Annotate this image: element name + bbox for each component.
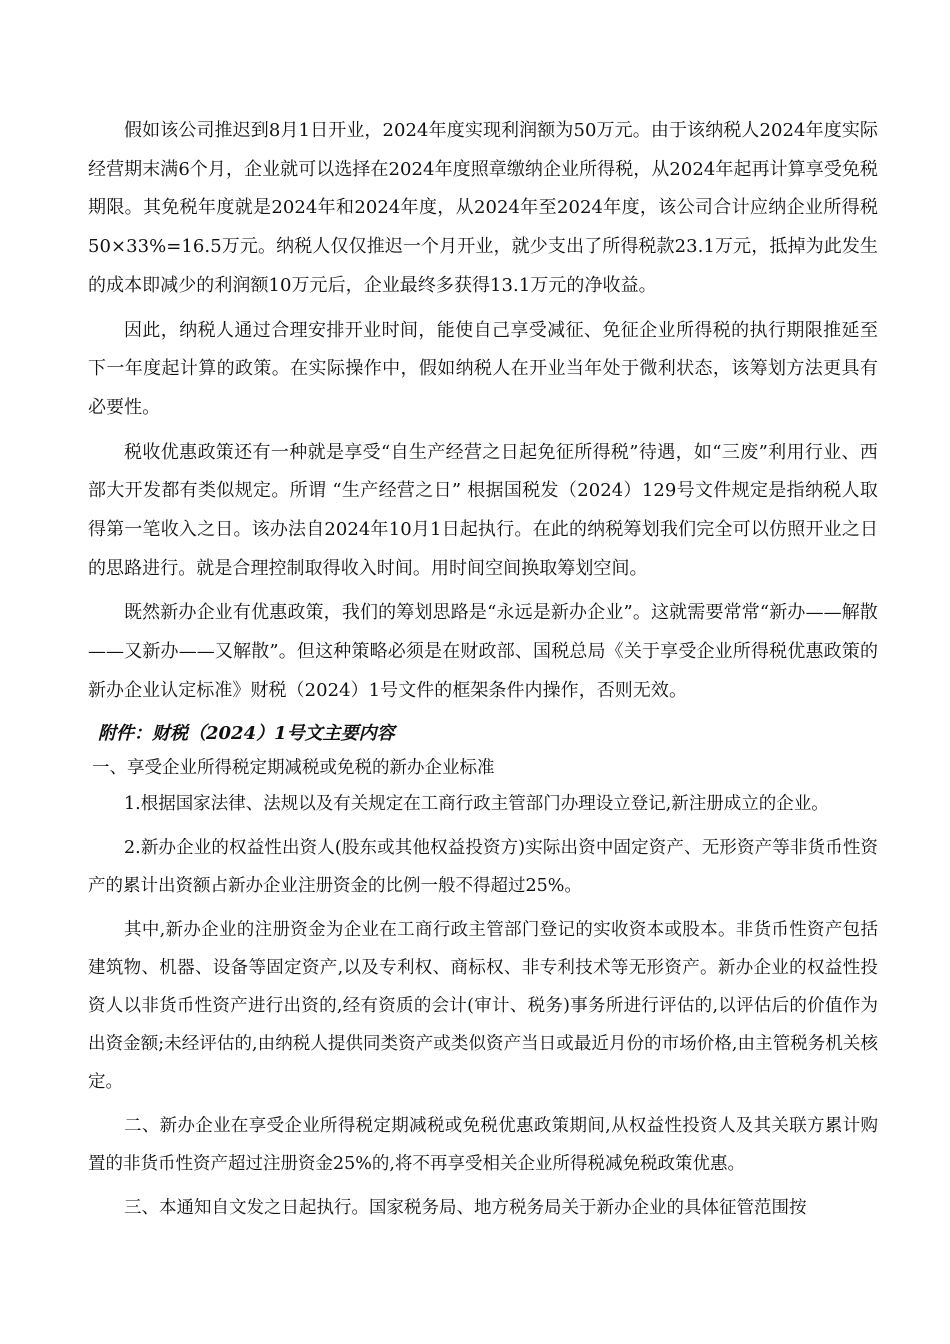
- paragraph-delayed-opening: 假如该公司推迟到8月1日开业，2024年度实现利润额为50万元。由于该纳税人2024年度实际经营期末满6个月，企业就可以选择在2024年度照章缴纳企业所得税，从2024年起再计算享受免税期限。其免税年度就是2024年和2024年度，从2024年至2024年度，该公司合计应纳企业所得税 50×33%=16.5万元。纳税人仅仅推迟一个月开业，就少支出了所得税款23.1万元，抵掉为此发生的成本即减少的利润额10万元后，企业最终多获得13.1万元的净收益。: [88, 120, 878, 296]
- list-item-registration: 1.根据国家法律、法规以及有关规定在工商行政主管部门办理设立登记,新注册成立的企业。: [124, 793, 829, 814]
- paragraph-opening-time: 因此，纳税人通过合理安排开业时间，能使自己享受减征、免征企业所得税的执行期限推延至下一年度起计算的政策。在实际操作中，假如纳税人在开业当年处于微利状态，该筹划方法更具有必要性。: [88, 319, 878, 418]
- section-two-paragraph: 二、新办企业在享受企业所得税定期减税或免税优惠政策期间,从权益性投资人及其关联方累计购置的非货币性资产超过注册资金25%的,将不再享受相关企业所得税减免税政策优惠。: [88, 1115, 878, 1174]
- paragraph-capital-definition: 其中,新办企业的注册资金为企业在工商行政主管部门登记的实收资本或股本。非货币性资产包括建筑物、机器、设备等固定资产,以及专利权、商标权、非专利技术等无形资产。新办企业的权益性投资人以非货币性资产进行出资的,经有资质的会计(审计、税务)事务所进行评估的,以评估后的价值作为出资金额;未经评估的,由纳税人提供同类资产或类似资产当日或最近月份的市场价格,由主管税务机关核定。: [88, 919, 878, 1092]
- section-three-paragraph: 三、本通知自文发之日起执行。国家税务局、地方税务局关于新办企业的具体征管范围按: [124, 1197, 807, 1218]
- paragraph-production-date: 税收优惠政策还有一种就是享受“自生产经营之日起免征所得税”待遇，如“三废”利用行业、西部大开发都有类似规定。所谓 “生产经营之日” 根据国税发（2024）129号文件规定是指纳税人取得第一笔收入之日。该办法自2024年10月1日起执行。在此的纳税筹划我们完全可以仿照开业之日的思路进行。就是合理控制取得收入时间。用时间空间换取筹划空间。: [88, 441, 878, 579]
- document-body: [88, 112, 878, 1233]
- section-one-heading: 一、享受企业所得税定期减税或免税的新办企业标准: [92, 757, 495, 778]
- attachment-title: 附件：财税（2024）1号文主要内容: [98, 722, 395, 744]
- list-item-capital-ratio: 2.新办企业的权益性出资人(股东或其他权益投资方)实际出资中固定资产、无形资产等非货币性资产的累计出资额占新办企业注册资金的比例一般不得超过25%。: [88, 837, 878, 896]
- paragraph-new-enterprise: 既然新办企业有优惠政策，我们的筹划思路是“永远是新办企业”。这就需要常常“新办——解散——又新办——又解散”。但这种策略必须是在财政部、国税总局《关于享受企业所得税优惠政策的新办企业认定标准》财税（2024）1号文件的框架条件内操作，否则无效。: [88, 602, 878, 701]
